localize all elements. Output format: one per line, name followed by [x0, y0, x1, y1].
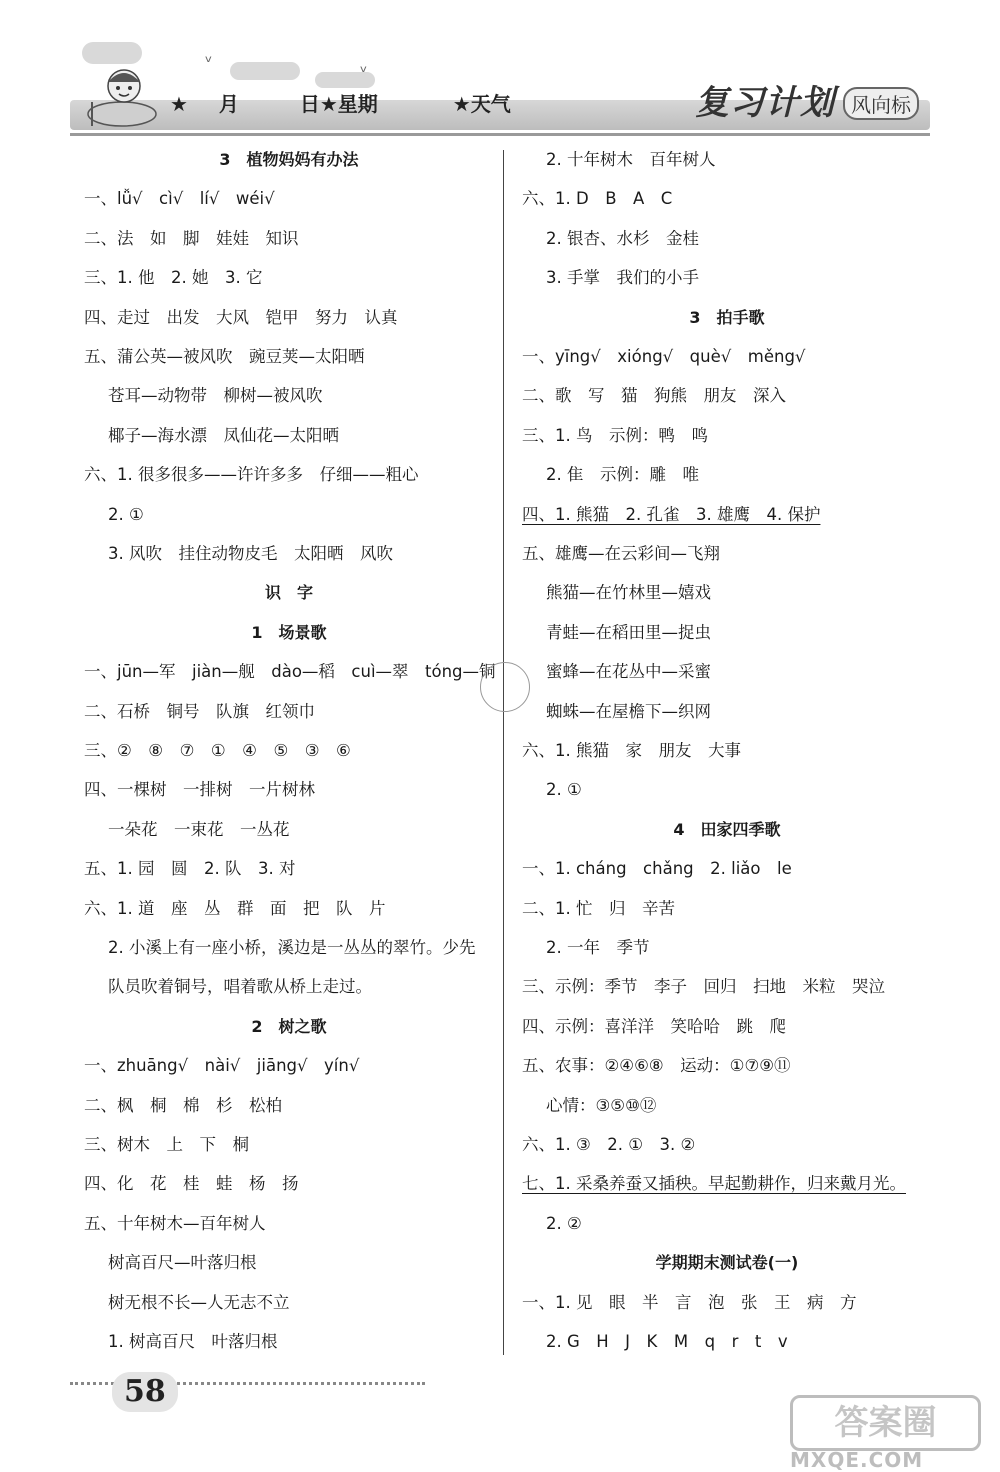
- answer-line: 2. 隹 示例：雕 唯: [546, 465, 699, 485]
- answer-line: 熊猫—在竹林里—嬉戏: [546, 583, 711, 603]
- bird-icon: ᵛ: [360, 62, 368, 83]
- answer-line: 2. 十年树木 百年树人: [546, 150, 716, 169]
- answer-line: 二、石桥 铜号 队旗 红领巾: [84, 701, 315, 721]
- month-label: 月: [218, 92, 239, 116]
- answer-line: 三、② ⑧ ⑦ ① ④ ⑤ ③ ⑥: [84, 741, 351, 760]
- page-number: 58: [112, 1372, 178, 1412]
- answer-line: 三、1. 鸟 示例：鸭 鸣: [522, 425, 708, 445]
- answer-line: 二、歌 写 猫 狗熊 朋友 深入: [522, 386, 786, 406]
- answer-line: 一、yīng√ xióng√ què√ měng√: [522, 347, 806, 366]
- answer-line: 一、lǚ√ cì√ lí√ wéi√: [84, 189, 275, 209]
- answer-line: 四、化 花 桂 蛙 杨 扬: [84, 1174, 299, 1194]
- cloud-decoration: [230, 62, 300, 80]
- day-weekday-label: 日★星期: [299, 92, 378, 116]
- bird-icon: ᵛ: [205, 52, 213, 73]
- answer-line: 四、示例：喜洋洋 笑哈哈 跳 爬: [522, 1016, 786, 1036]
- answer-line: 树无根不长—人无志不立: [108, 1292, 290, 1312]
- answer-line: 蜘蛛—在屋檐下—织网: [546, 701, 711, 721]
- answer-line: 树高百尺—叶落归根: [108, 1253, 257, 1273]
- date-fields: [170, 88, 517, 117]
- answer-line: 六、1. D B A C: [522, 189, 673, 209]
- answer-line: 二、法 如 脚 娃娃 知识: [84, 228, 299, 248]
- section-title: 4 田家四季歌: [673, 819, 781, 839]
- answer-line: 七、1. 采桑养蚕又插秧。早起勤耕作，归来戴月光。: [522, 1174, 906, 1194]
- answer-line: 三、示例：季节 李子 回归 扫地 米粒 哭泣: [522, 977, 885, 997]
- page-header: [0, 0, 1000, 150]
- girl-airplane-icon: [82, 62, 162, 132]
- brand-logo: [695, 75, 935, 130]
- answer-line: 一、zhuāng√ nài√ jiāng√ yín√: [84, 1056, 360, 1076]
- answer-line: 2. ①: [546, 780, 582, 800]
- answer-line: 一、jūn—军 jiàn—舰 dào—稻 cuì—翠 tóng—铜: [84, 662, 496, 682]
- answer-line: 五、十年树木—百年树人: [84, 1213, 266, 1233]
- answer-line: 五、雄鹰—在云彩间—飞翔: [522, 544, 720, 563]
- answer-line: 四、一棵树 一排树 一片树林: [84, 780, 315, 800]
- answer-line: 蜜蜂—在花丛中—采蜜: [546, 662, 711, 682]
- section-title: 学期期末测试卷(一): [655, 1253, 799, 1273]
- answer-line: 3. 手掌 我们的小手: [546, 268, 699, 288]
- weather-label: ★天气: [452, 92, 511, 116]
- section-title: 1 场景歌: [251, 622, 327, 642]
- answer-line: 五、1. 园 圆 2. 队 3. 对: [84, 859, 296, 879]
- answer-line: 2. 银杏、水杉 金桂: [546, 228, 699, 248]
- answer-line: 2. G H J K M q r t v: [546, 1332, 788, 1351]
- answer-line: 四、走过 出发 大风 铠甲 努力 认真: [84, 307, 398, 327]
- answer-line: 三、1. 他 2. 她 3. 它: [84, 268, 263, 288]
- brand-title: 复习计划: [695, 83, 835, 123]
- answer-line: 2. ②: [546, 1213, 582, 1233]
- cloud-decoration: [82, 42, 142, 64]
- answer-line: 苍耳—动物带 柳树—被风吹: [108, 386, 323, 406]
- answer-line: 椰子—海水漂 凤仙花—太阳晒: [108, 425, 339, 445]
- star-icon: ★: [170, 92, 188, 116]
- answer-line: 2. 小溪上有一座小桥，溪边是一丛丛的翠竹。少先: [108, 938, 476, 957]
- answer-line: 三、树木 上 下 桐: [84, 1135, 249, 1154]
- answer-line: 四、1. 熊猫 2. 孔雀 3. 雄鹰 4. 保护: [522, 504, 821, 524]
- column-divider: [503, 150, 504, 1355]
- answer-line: 六、1. 道 座 丛 群 面 把 队 片: [84, 898, 386, 918]
- answer-line: 队员吹着铜号，唱着歌从桥上走过。: [108, 977, 372, 997]
- answer-line: 青蛙—在稻田里—捉虫: [546, 622, 711, 642]
- brand-subtitle: 风向标: [843, 87, 919, 120]
- answer-line: 2. ①: [108, 504, 144, 524]
- section-title: 3 植物妈妈有办法: [219, 150, 359, 169]
- answer-line: 二、枫 桐 棉 杉 松柏: [84, 1095, 282, 1115]
- header-line: [70, 133, 930, 136]
- answer-line: 五、蒲公英—被风吹 豌豆荚—太阳晒: [84, 347, 365, 366]
- section-title: 2 树之歌: [251, 1016, 327, 1036]
- answer-line: 2. 一年 季节: [546, 938, 650, 957]
- answer-line: 1. 树高百尺 叶落归根: [108, 1332, 278, 1351]
- section-title: 3 拍手歌: [689, 307, 765, 327]
- watermark-url: MXQE.COM: [790, 1448, 924, 1472]
- answer-line: 五、农事：②④⑥⑧ 运动：①⑦⑨⑪: [522, 1056, 791, 1076]
- answer-line: 六、1. 很多很多——许许多多 仔细——粗心: [84, 465, 419, 485]
- watermark-logo: 答案圈: [790, 1395, 981, 1451]
- answer-line: 二、1. 忙 归 辛苦: [522, 898, 675, 918]
- answer-line: 一、1. cháng chǎng 2. liǎo le: [522, 859, 792, 879]
- stamp-mark: [480, 662, 530, 712]
- section-title: 识 字: [264, 583, 313, 603]
- answer-line: 六、1. ③ 2. ① 3. ②: [522, 1135, 696, 1154]
- answer-line: 一朵花 一束花 一丛花: [108, 819, 290, 839]
- answer-line: 一、1. 见 眼 半 言 泡 张 王 病 方: [522, 1292, 857, 1312]
- answer-line: 六、1. 熊猫 家 朋友 大事: [522, 741, 741, 760]
- answer-line: 心情：③⑤⑩⑫: [546, 1095, 657, 1115]
- answer-line: 3. 风吹 挂住动物皮毛 太阳晒 风吹: [108, 544, 393, 563]
